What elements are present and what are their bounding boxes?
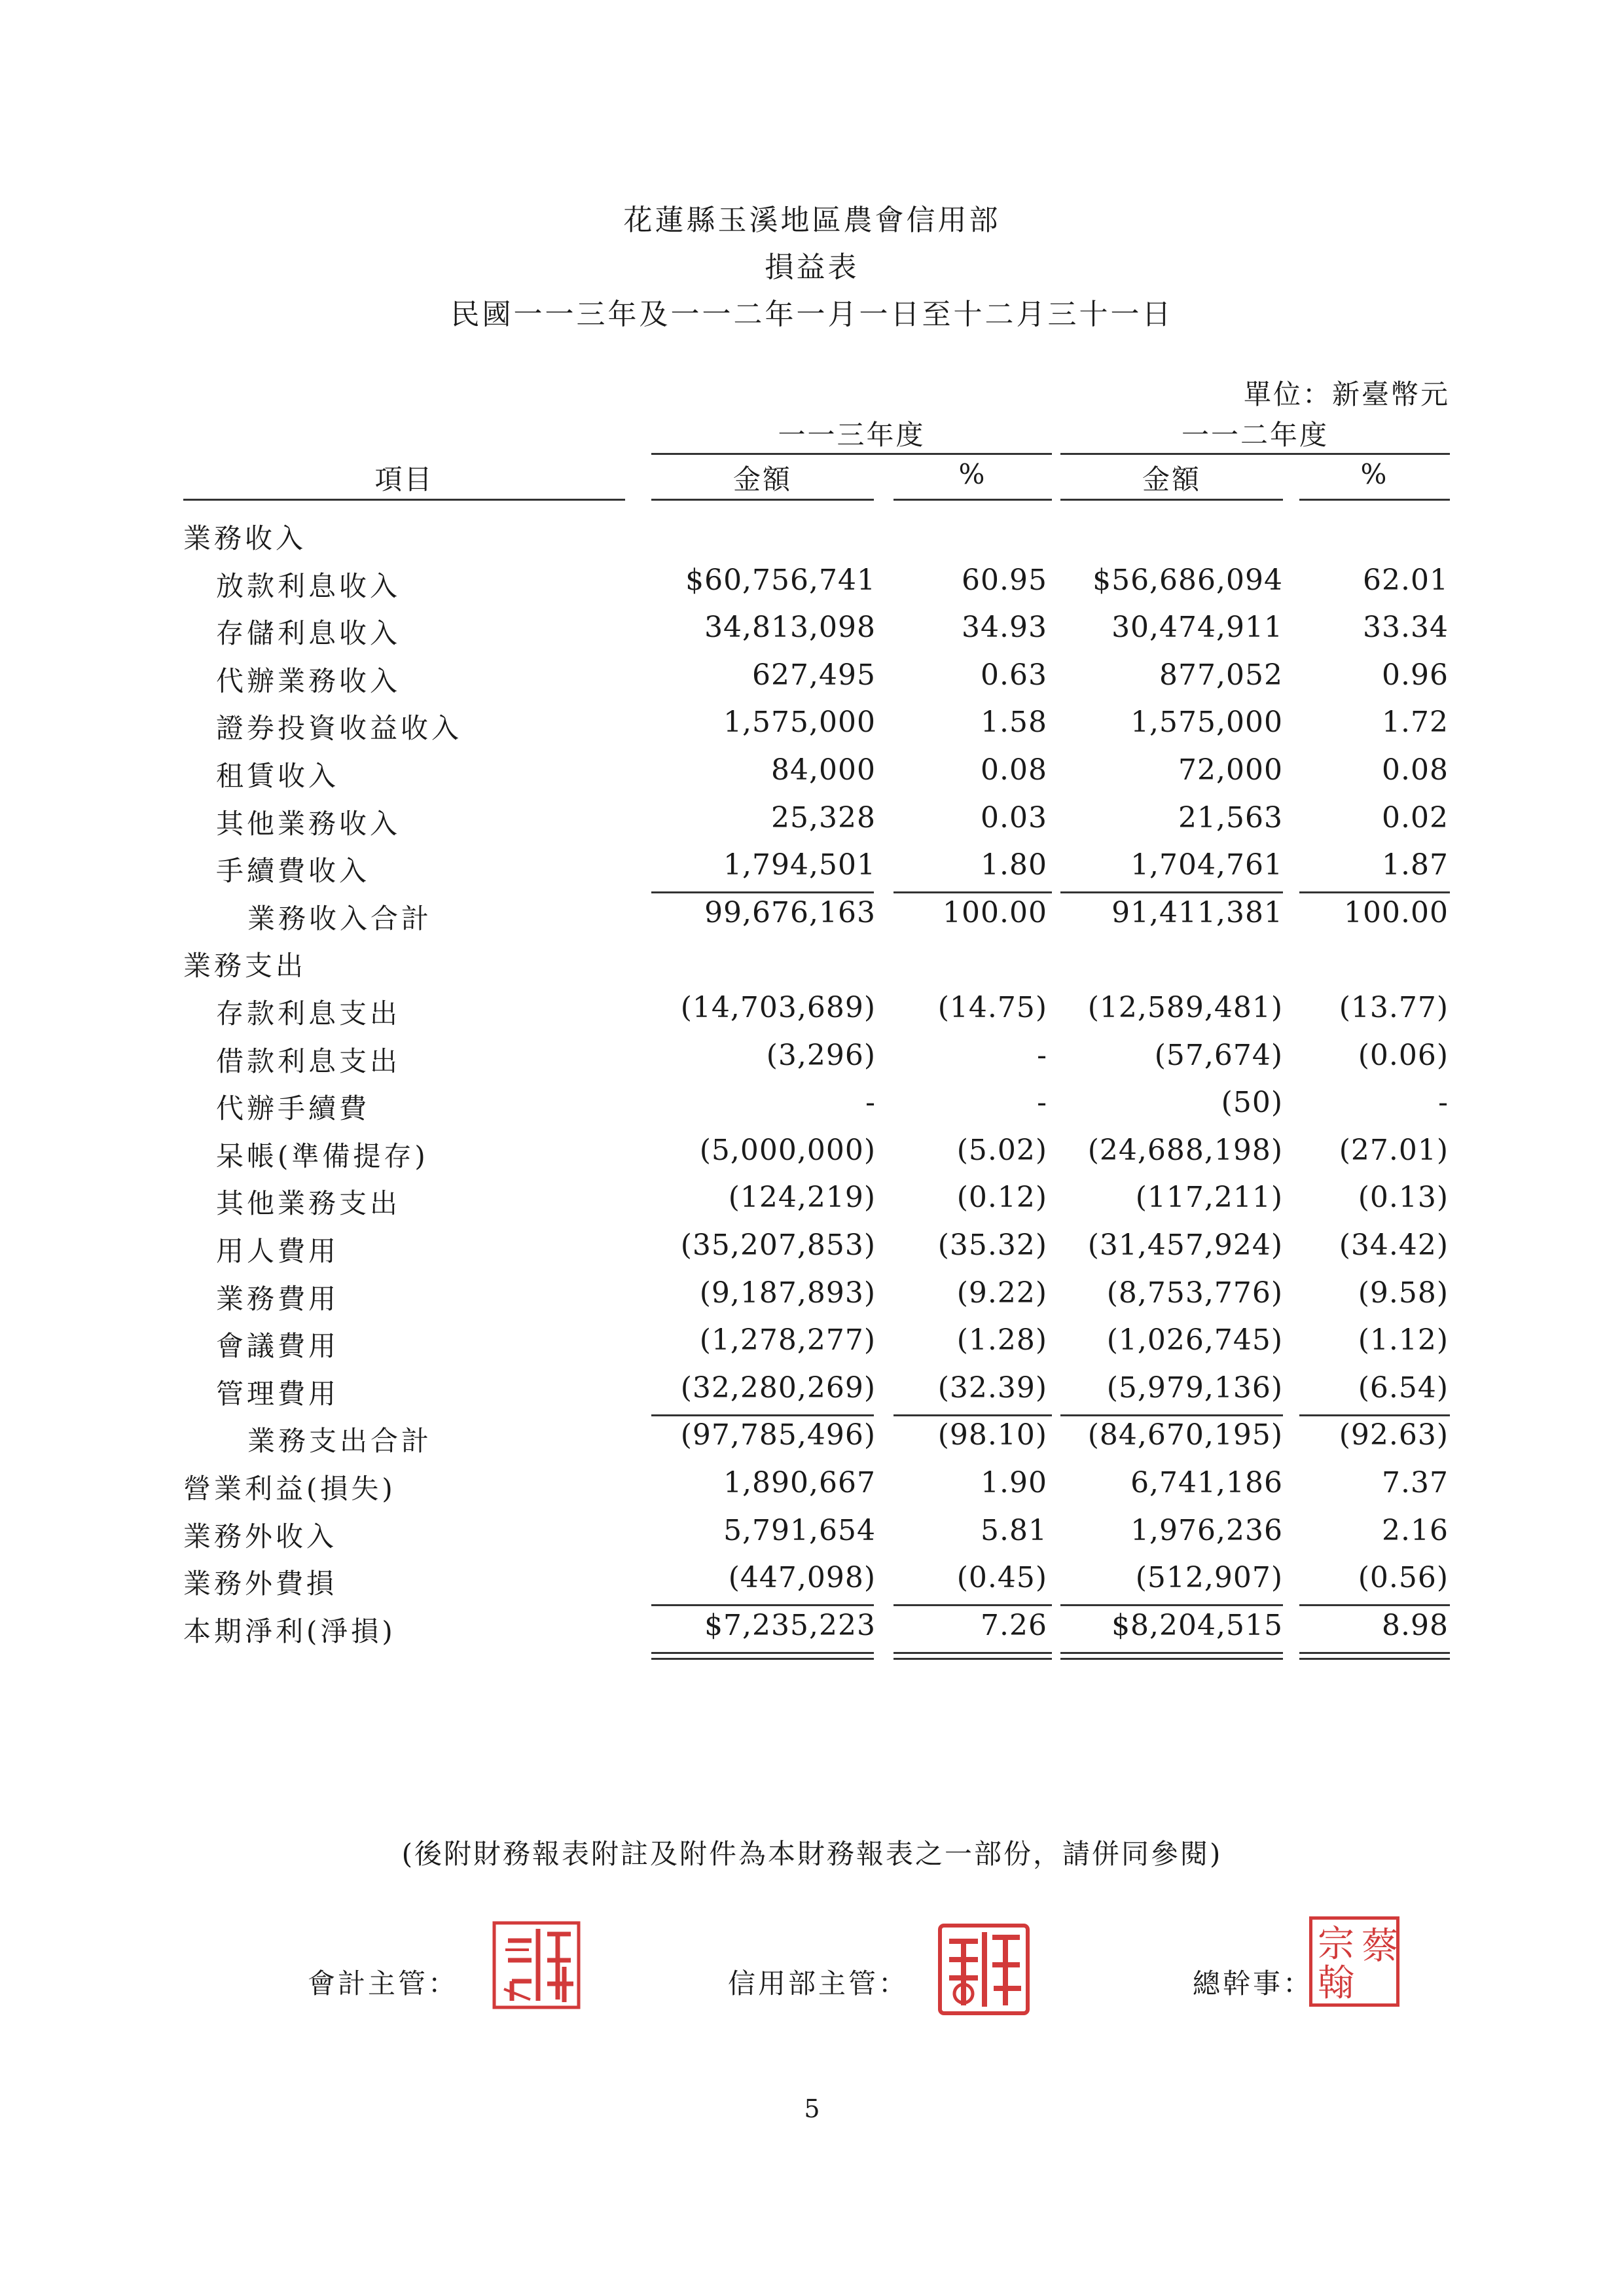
amount-112-value: 1,575,000	[1130, 706, 1283, 740]
row-label: 管理費用	[216, 1377, 340, 1410]
row-label: 證券投資收益收入	[216, 712, 463, 745]
row-label: 用人費用	[216, 1235, 340, 1267]
pct-112-value: 1.72	[1382, 706, 1449, 740]
amount-112-value: (24,688,198)	[1087, 1133, 1283, 1167]
pct-112-value: (34.42)	[1339, 1229, 1449, 1262]
currency-unit: 單位：新臺幣元	[1243, 378, 1450, 410]
amount-113-value: $60,756,741	[685, 563, 876, 597]
amount-113-value: $7,235,223	[704, 1608, 876, 1642]
seal-char-3: 蔡	[1356, 1926, 1398, 1963]
pct-113-value: (0.45)	[956, 1561, 1047, 1595]
pct-112-value: 2.16	[1382, 1513, 1449, 1547]
amount-112-value: 91,411,381	[1111, 895, 1283, 929]
row-label: 業務外費損	[183, 1568, 338, 1600]
amount-113-value: 1,794,501	[723, 848, 876, 882]
amount-112-value: (117,211)	[1135, 1181, 1283, 1215]
credit-dept-supervisor-seal	[937, 1923, 1030, 2018]
subtotal-rule	[651, 891, 874, 893]
item-header-rule	[183, 499, 625, 501]
pct-113-value: (5.02)	[956, 1133, 1047, 1167]
pct-113-value: 5.81	[981, 1513, 1047, 1547]
subtotal-rule	[893, 1414, 1052, 1416]
amount-112-value: (1,026,745)	[1106, 1323, 1283, 1357]
amount-112-value: 6,741,186	[1130, 1466, 1283, 1499]
amount-113-value: 5,791,654	[723, 1513, 876, 1547]
subtotal-rule	[1299, 891, 1450, 893]
statement-period: 民國一一三年及一一二年一月一日至十二月三十一日	[450, 298, 1174, 331]
amount-113-value: 99,676,163	[704, 895, 876, 929]
amount-113-header-rule	[651, 499, 874, 501]
row-label: 代辦手續費	[216, 1092, 370, 1125]
row-label: 代辦業務收入	[216, 664, 401, 697]
pct-113-value: 100.00	[943, 895, 1047, 929]
pct-112-value: (0.13)	[1358, 1181, 1449, 1215]
total-double-rule	[893, 1652, 1052, 1660]
subtotal-rule	[1299, 1414, 1450, 1416]
row-label: 手續費收入	[216, 855, 370, 888]
total-double-rule	[651, 1652, 874, 1660]
amount-112-value: 1,704,761	[1130, 848, 1283, 882]
subtotal-rule	[893, 891, 1052, 893]
pct-113-value: 1.80	[981, 848, 1047, 882]
amount-113-header: 金額	[732, 463, 792, 495]
accounting-supervisor-label: 會計主管：	[308, 1967, 459, 2000]
subtotal-rule	[1060, 1604, 1283, 1606]
row-label: 業務收入合計	[247, 902, 433, 935]
general-manager-seal	[1309, 1916, 1399, 2007]
amount-113-value: (1,278,277)	[699, 1323, 876, 1357]
amount-113-value: (35,207,853)	[680, 1229, 876, 1262]
pct-112-value: 0.02	[1382, 800, 1449, 834]
row-label: 會議費用	[216, 1330, 340, 1363]
amount-112-value: $8,204,515	[1111, 1608, 1283, 1642]
amount-112-value: $56,686,094	[1092, 563, 1283, 597]
amount-112-value: (512,907)	[1135, 1561, 1283, 1595]
accounting-supervisor-seal	[492, 1921, 581, 2012]
pct-112-value: (0.56)	[1358, 1561, 1449, 1595]
row-label: 存款利息支出	[216, 997, 401, 1030]
amount-113-value: 1,890,667	[723, 1466, 876, 1499]
pct-113-value: (98.10)	[937, 1418, 1047, 1452]
row-label: 存儲利息收入	[216, 617, 401, 650]
amount-113-value: 1,575,000	[723, 706, 876, 740]
amount-113-value: (97,785,496)	[680, 1418, 876, 1452]
footnote: (後附財務報表附註及附件為本財務報表之一部份，請併同參閱)	[401, 1838, 1223, 1870]
amount-112-header: 金額	[1142, 463, 1201, 495]
org-name: 花蓮縣玉溪地區農會信用部	[623, 204, 1001, 237]
row-label: 其他業務支出	[216, 1187, 401, 1220]
row-label: 業務收入	[183, 522, 307, 554]
pct-113-value: (32.39)	[937, 1371, 1047, 1405]
pct-113-value: (14.75)	[937, 991, 1047, 1024]
pct-112-value: -	[1438, 1086, 1449, 1120]
statement-title: 損益表	[765, 251, 859, 284]
amount-112-value: (5,979,136)	[1106, 1371, 1283, 1405]
amount-113-value: 627,495	[752, 658, 876, 692]
pct-112-value: 7.37	[1382, 1466, 1449, 1499]
amount-112-value: (8,753,776)	[1106, 1276, 1283, 1310]
amount-112-value: 30,474,911	[1111, 611, 1283, 645]
pct-112-value: 0.96	[1382, 658, 1449, 692]
amount-112-value: (57,674)	[1154, 1038, 1283, 1072]
row-label: 本期淨利(淨損)	[183, 1615, 396, 1647]
row-label: 業務外收入	[183, 1520, 338, 1552]
pct-113-value: (1.28)	[956, 1323, 1047, 1357]
general-manager-label: 總幹事：	[1193, 1967, 1314, 2000]
row-label: 借款利息支出	[216, 1045, 401, 1077]
pct-113-value: 0.63	[981, 658, 1047, 692]
amount-112-value: 1,976,236	[1130, 1513, 1283, 1547]
pct-113-header-rule	[893, 499, 1052, 501]
pct-113-value: 7.26	[981, 1608, 1047, 1642]
pct-112-value: (9.58)	[1358, 1276, 1449, 1310]
pct-112-value: 0.08	[1382, 753, 1449, 787]
pct-113-value: 60.95	[962, 563, 1047, 597]
pct-113-value: 1.90	[981, 1466, 1047, 1499]
subtotal-rule	[1299, 1604, 1450, 1606]
pct-112-value: (0.06)	[1358, 1038, 1449, 1072]
pct-112-header: %	[1360, 458, 1389, 490]
pct-112-value: (13.77)	[1339, 991, 1449, 1024]
pct-113-value: 1.58	[981, 706, 1047, 740]
amount-113-value: -	[865, 1086, 876, 1120]
year-112-header: 一一二年度	[1181, 419, 1329, 451]
seal-char-1: 宗	[1318, 1923, 1354, 1965]
pct-113-value: 0.08	[981, 753, 1047, 787]
pct-113-value: (0.12)	[956, 1181, 1047, 1215]
amount-112-value: (31,457,924)	[1087, 1229, 1283, 1262]
page-number: 5	[804, 2094, 820, 2123]
pct-112-value: 33.34	[1363, 611, 1449, 645]
row-label: 租賃收入	[216, 760, 340, 792]
amount-113-value: (9,187,893)	[699, 1276, 876, 1310]
row-label: 呆帳(準備提存)	[216, 1139, 429, 1172]
amount-113-value: 84,000	[771, 753, 876, 787]
pct-113-value: 0.03	[981, 800, 1047, 834]
subtotal-rule	[893, 1604, 1052, 1606]
subtotal-rule	[651, 1604, 874, 1606]
amount-113-value: 34,813,098	[704, 611, 876, 645]
seal-char-2: 翰	[1318, 1962, 1354, 2005]
row-label: 業務費用	[216, 1282, 340, 1315]
pct-113-value: (9.22)	[956, 1276, 1047, 1310]
pct-112-value: 1.87	[1382, 848, 1449, 882]
year-113-header: 一一三年度	[778, 419, 926, 451]
pct-112-value: 8.98	[1382, 1608, 1449, 1642]
year-113-rule	[651, 453, 1052, 455]
row-label: 業務支出	[183, 950, 307, 982]
pct-112-value: 100.00	[1344, 895, 1449, 929]
amount-113-value: (14,703,689)	[680, 991, 876, 1024]
item-column-header: 項目	[374, 463, 434, 495]
amount-112-value: 877,052	[1159, 658, 1283, 692]
row-label: 業務支出合計	[247, 1425, 433, 1458]
amount-113-value: (124,219)	[728, 1181, 876, 1215]
pct-113-value: 34.93	[962, 611, 1047, 645]
pct-113-value: -	[1037, 1086, 1047, 1120]
amount-113-value: (32,280,269)	[680, 1371, 876, 1405]
subtotal-rule	[651, 1414, 874, 1416]
pct-112-value: (1.12)	[1358, 1323, 1449, 1357]
total-double-rule	[1060, 1652, 1283, 1660]
amount-112-header-rule	[1060, 499, 1283, 501]
pct-112-value: (6.54)	[1358, 1371, 1449, 1405]
amount-113-value: (3,296)	[766, 1038, 876, 1072]
amount-112-value: 21,563	[1178, 800, 1283, 834]
pct-112-value: 62.01	[1363, 563, 1449, 597]
pct-113-value: -	[1037, 1038, 1047, 1072]
row-label: 營業利益(損失)	[183, 1473, 396, 1505]
credit-dept-supervisor-label: 信用部主管：	[728, 1967, 909, 2000]
year-112-rule	[1060, 453, 1450, 455]
row-label: 放款利息收入	[216, 569, 401, 602]
amount-112-value: (12,589,481)	[1087, 991, 1283, 1024]
amount-113-value: (5,000,000)	[699, 1133, 876, 1167]
amount-112-value: (84,670,195)	[1087, 1418, 1283, 1452]
pct-112-value: (92.63)	[1339, 1418, 1449, 1452]
amount-113-value: (447,098)	[728, 1561, 876, 1595]
amount-112-value: 72,000	[1178, 753, 1283, 787]
total-double-rule	[1299, 1652, 1450, 1660]
pct-113-value: (35.32)	[937, 1229, 1047, 1262]
subtotal-rule	[1060, 1414, 1283, 1416]
row-label: 其他業務收入	[216, 807, 401, 840]
subtotal-rule	[1060, 891, 1283, 893]
pct-113-header: %	[958, 458, 987, 490]
pct-112-header-rule	[1299, 499, 1450, 501]
amount-113-value: 25,328	[771, 800, 876, 834]
amount-112-value: (50)	[1221, 1086, 1283, 1120]
pct-112-value: (27.01)	[1339, 1133, 1449, 1167]
